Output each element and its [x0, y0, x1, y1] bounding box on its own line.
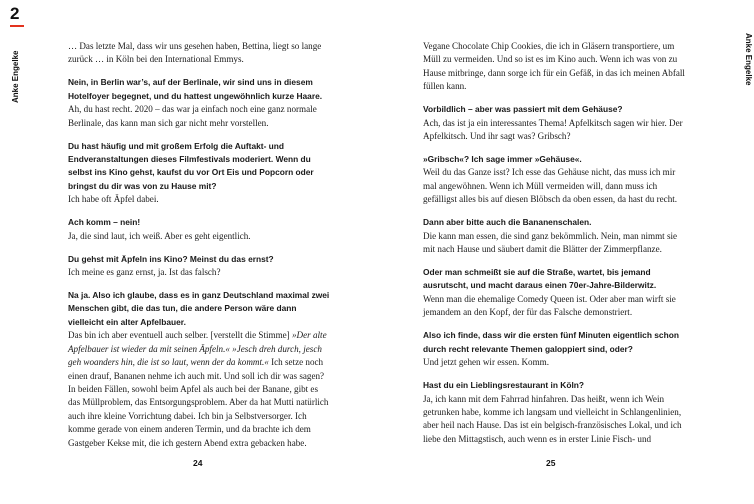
interview-question: Oder man schmeißt sie auf die Straße, wartet, bis jemand ausrutscht, und macht daraus einen 70er-Jahre-Bilderwitz.: [423, 267, 657, 291]
running-head-right: Anke Engelke: [744, 33, 753, 86]
answer-italic-segment: »Der alte Apfelbauer ist wieder da mit seinen Äpfeln.« »Jesch dreh durch, jesch geh woanders hin, die ist so laut, wenn der da kommt.«: [68, 330, 327, 368]
qa-block: [423, 103, 685, 143]
interview-answer: Ich habe oft Äpfel dabei.: [68, 194, 159, 205]
qa-block: [68, 76, 330, 130]
interview-question: »Gribsch«? Ich sage immer »Gehäuse«.: [423, 154, 582, 165]
answer-segment: Das bin ich aber eventuell auch selber. [verstellt die Stimme]: [68, 330, 292, 341]
interview-answer: Die kann man essen, die sind ganz bekömmlich. Nein, man nimmt sie mit nach Hause und säubert damit die Blätter der Zimmerpflanze.: [423, 230, 678, 255]
interview-question: Nein, in Berlin war’s, auf der Berlinale, wir sind uns in diesem Hotelfoyer begegnet, und du hattest ungewöhnlich kurze Haare.: [68, 77, 323, 101]
qa-block: [423, 329, 685, 369]
interview-answer: Ah, du hast recht. 2020 – das war ja einfach noch eine ganz normale Berlinale, das kann man sich gar nicht mehr vorstellen.: [68, 104, 317, 128]
interview-answer: … Das letzte Mal, dass wir uns gesehen haben, Bettina, liegt so lange zurück … in Köln bei den International Emmys.: [68, 41, 322, 65]
interview-answer: Ach, das ist ja ein interessantes Thema! Apfelkitsch sagen wir hier. Der Apfelkitsch. Und ihr sagt was? Gribsch?: [423, 117, 683, 142]
interview-question: Du gehst mit Äpfeln ins Kino? Meinst du das ernst?: [68, 253, 274, 264]
qa-block: [423, 266, 685, 320]
left-page: [0, 0, 375, 504]
interview-answer: Ja, ich kann mit dem Fahrrad hinfahren. Das heißt, wenn ich Wein getrunken habe, komme ich langsam und vielleicht in Schlangenlinien, aber heil nach Hause. Das ist ein belgisch-französisches Lokal, und ich liebe den Mittagstisch, auch wenn es in erster Linie Fisch- und: [423, 393, 682, 444]
qa-block: [423, 40, 685, 94]
qa-block: [68, 216, 330, 243]
right-text-column: [423, 40, 685, 456]
interview-answer: Ja, die sind laut, ich weiß. Aber es geht eigentlich.: [68, 230, 251, 241]
qa-block: [423, 153, 685, 207]
interview-question: Du hast häufig und mit großem Erfolg die Auftakt- und Endveranstaltungen dieses Filmfestivals moderiert. Wenn du selbst ins Kino gehst, kaufst du vor Ort Eis und Popcorn oder bringst du dir was von zu Hause mit?: [68, 140, 314, 191]
interview-answer: Vegane Chocolate Chip Cookies, die ich in Gläsern transportiere, um Müll zu vermeiden. Und so ist es im Kino auch. Wenn ich was von zu Hause mitbringe, dann sorge ich für ein Gefäß, in das ich meinen Abfall füllen kann.: [423, 41, 685, 92]
qa-block: [423, 216, 685, 256]
interview-question: Vorbildlich – aber was passiert mit dem Gehäuse?: [423, 104, 623, 115]
answer-segment: Ich setze noch einen drauf, Bananen nehme ich auch mit. Und soll ich dir was sagen? In beiden Fällen, sowohl beim Apfel als auch bei der Banane, gibt es das Müllproblem, das Entsorgungsproblem. Aber da hat Mutti natürlich auch ihre kleine Vorrichtung dabei. Ich bin ja Selbstversorger. Ich komme gerade von einem anderen Termin, und da brachte ich dem Gastgeber Kekse mit, die ich gestern Abend extra gebacken habe.: [68, 357, 329, 448]
chapter-number: 2: [10, 4, 20, 23]
page-number-right: 25: [546, 458, 556, 468]
interview-answer: Wenn man die ehemalige Comedy Queen ist. Oder aber man wirft sie jemandem an den Kopf, der für das Falsche demonstriert.: [423, 293, 676, 318]
interview-answer: Ich meine es ganz ernst, ja. Ist das falsch?: [68, 267, 221, 278]
qa-block: [68, 40, 330, 67]
interview-question: Ach komm – nein!: [68, 217, 141, 228]
right-page: [375, 0, 753, 504]
interview-question: Also ich finde, dass wir die ersten fünf Minuten eigentlich schon durch recht relevante Themen galoppiert sind, oder?: [423, 330, 679, 354]
interview-answer: [68, 329, 330, 450]
interview-answer: Weil du das Ganze isst? Ich esse das Gehäuse nicht, das muss ich mir mal angewöhnen. Wenn ich Müll vermeiden will, dann muss ich gefälligst alles bis auf diesen Blöbsch da oben essen, da hast du recht.: [423, 167, 678, 205]
qa-block: [423, 379, 685, 446]
interview-question: Hast du ein Lieblingsrestaurant in Köln?: [423, 380, 585, 391]
interview-question: Na ja. Also ich glaube, dass es in ganz Deutschland maximal zwei Menschen gibt, die das tun, die andere Person wäre dann vielleicht ein alter Apfelbauer.: [68, 290, 330, 327]
chapter-accent-bar: [10, 25, 24, 27]
running-head-left: Anke Engelke: [11, 50, 20, 103]
interview-question: Dann aber bitte auch die Bananenschalen.: [423, 217, 592, 228]
qa-block: [68, 140, 330, 207]
left-text-column: [68, 40, 330, 460]
interview-answer: Und jetzt gehen wir essen. Komm.: [423, 357, 550, 368]
qa-block: [68, 253, 330, 280]
qa-block: [68, 289, 330, 450]
page-number-left: 24: [193, 458, 203, 468]
